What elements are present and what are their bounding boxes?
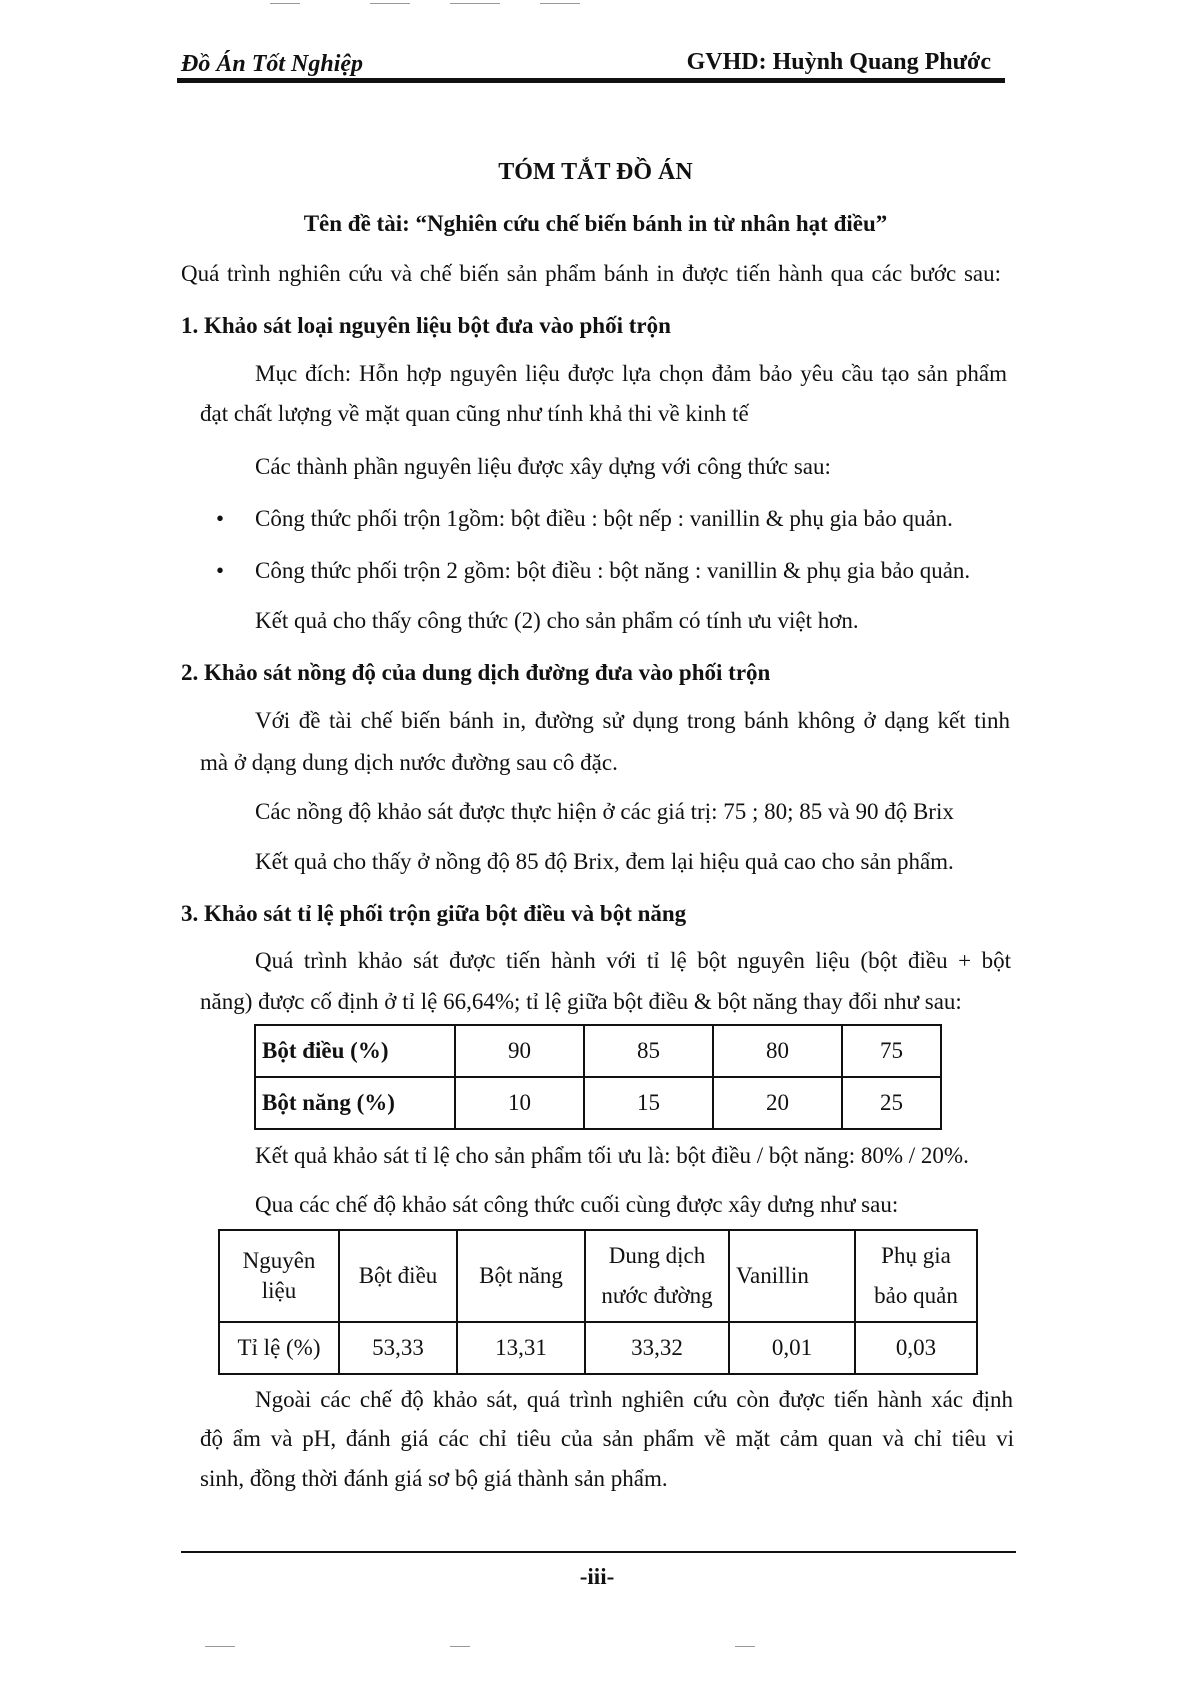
section-1-heading: 1. Khảo sát loại nguyên liệu bột đưa vào phối trộn bbox=[181, 313, 671, 338]
paragraph: độ ẩm và pH, đánh giá các chỉ tiêu của sản phẩm về mặt cảm quan và chỉ tiêu vi bbox=[200, 1426, 1014, 1451]
header-rule bbox=[177, 78, 1005, 83]
bullet-icon: • bbox=[216, 506, 225, 531]
table-header-cell: Bột điều bbox=[339, 1230, 457, 1322]
paragraph: Kết quả cho thấy công thức (2) cho sản phẩm có tính ưu việt hơn. bbox=[255, 608, 859, 633]
header-left: Đồ Án Tốt Nghiệp bbox=[181, 51, 364, 77]
page-number: -iii- bbox=[579, 1564, 615, 1589]
bullet-item: Công thức phối trộn 1gồm: bột điều : bột nếp : vanillin & phụ gia bảo quản. bbox=[255, 506, 953, 531]
table-cell: Bột năng (%) bbox=[255, 1077, 455, 1129]
table-row bbox=[219, 1322, 977, 1374]
paragraph: Các nồng độ khảo sát được thực hiện ở các giá trị: 75 ; 80; 85 và 90 độ Brix bbox=[255, 799, 954, 824]
formula-table bbox=[218, 1229, 978, 1375]
paragraph: sinh, đồng thời đánh giá sơ bộ giá thành sản phẩm. bbox=[200, 1466, 668, 1491]
table-cell: Bột điều (%) bbox=[255, 1025, 455, 1077]
paragraph: năng) được cố định ở tỉ lệ 66,64%; tỉ lệ giữa bột điều & bột năng thay đổi như sau: bbox=[200, 989, 962, 1014]
table-cell: 33,32 bbox=[585, 1322, 729, 1374]
table-cell: 53,33 bbox=[339, 1322, 457, 1374]
paragraph: Với đề tài chế biến bánh in, đường sử dụng trong bánh không ở dạng kết tinh bbox=[255, 708, 1010, 733]
intro: Quá trình nghiên cứu và chế biến sản phẩm bánh in được tiến hành qua các bước sau: bbox=[181, 261, 1001, 286]
scan-mark bbox=[735, 1646, 755, 1647]
table-cell: 13,31 bbox=[457, 1322, 585, 1374]
table-header-cell: Nguyên liệu bbox=[219, 1230, 339, 1322]
table-cell: 25 bbox=[842, 1077, 941, 1129]
table-cell: 85 bbox=[584, 1025, 713, 1077]
section-2-heading: 2. Khảo sát nồng độ của dung dịch đường đưa vào phối trộn bbox=[181, 660, 771, 685]
table-cell: 15 bbox=[584, 1077, 713, 1129]
section-3-heading: 3. Khảo sát tỉ lệ phối trộn giữa bột điều và bột năng bbox=[181, 901, 687, 926]
footer-rule bbox=[181, 1551, 1016, 1553]
bullet-item: Công thức phối trộn 2 gồm: bột điều : bột năng : vanillin & phụ gia bảo quản. bbox=[255, 558, 971, 583]
table-cell: 20 bbox=[713, 1077, 842, 1129]
paragraph: Các thành phần nguyên liệu được xây dựng với công thức sau: bbox=[255, 454, 831, 479]
scan-mark bbox=[370, 3, 410, 4]
scan-mark bbox=[205, 1646, 235, 1647]
table-cell: 0,01 bbox=[729, 1322, 855, 1374]
table-header-cell: Vanillin bbox=[729, 1230, 855, 1322]
ratio-table bbox=[254, 1024, 942, 1130]
scan-mark bbox=[270, 3, 300, 4]
table-row bbox=[219, 1230, 977, 1322]
table-header-cell: Bột năng bbox=[457, 1230, 585, 1322]
header-right: GVHD: Huỳnh Quang Phước bbox=[686, 49, 991, 75]
subtitle: Tên đề tài: “Nghiên cứu chế biến bánh in từ nhân hạt điều” bbox=[303, 211, 888, 236]
page-title: TÓM TẮT ĐỒ ÁN bbox=[498, 159, 693, 185]
table-cell: 75 bbox=[842, 1025, 941, 1077]
scan-mark bbox=[450, 3, 500, 4]
table-header-cell: Dung dịch nước đường bbox=[585, 1230, 729, 1322]
paragraph: mà ở dạng dung dịch nước đường sau cô đặc. bbox=[200, 750, 618, 775]
paragraph: Mục đích: Hỗn hợp nguyên liệu được lựa chọn đảm bảo yêu cầu tạo sản phẩm bbox=[255, 361, 1007, 386]
paragraph: Kết quả cho thấy ở nồng độ 85 độ Brix, đem lại hiệu quả cao cho sản phẩm. bbox=[255, 849, 954, 874]
table-cell: 90 bbox=[455, 1025, 584, 1077]
paragraph: đạt chất lượng về mặt quan cũng như tính khả thi về kinh tế bbox=[200, 401, 749, 426]
paragraph: Ngoài các chế độ khảo sát, quá trình nghiên cứu còn được tiến hành xác định bbox=[255, 1387, 1013, 1412]
table-row bbox=[255, 1025, 941, 1077]
scan-mark bbox=[450, 1646, 470, 1647]
paragraph: Quá trình khảo sát được tiến hành với tỉ lệ bột nguyên liệu (bột điều + bột bbox=[255, 948, 1011, 973]
paragraph: Qua các chế độ khảo sát công thức cuối cùng được xây dưng như sau: bbox=[255, 1192, 899, 1217]
bullet-icon: • bbox=[216, 558, 225, 583]
paragraph: Kết quả khảo sát tỉ lệ cho sản phẩm tối ưu là: bột điều / bột năng: 80% / 20%. bbox=[255, 1143, 969, 1168]
scan-mark bbox=[540, 3, 580, 4]
table-cell: 0,03 bbox=[855, 1322, 977, 1374]
table-cell: 10 bbox=[455, 1077, 584, 1129]
table-header-cell: Phụ gia bảo quản bbox=[855, 1230, 977, 1322]
table-row bbox=[255, 1077, 941, 1129]
table-cell: 80 bbox=[713, 1025, 842, 1077]
table-cell: Tỉ lệ (%) bbox=[219, 1322, 339, 1374]
